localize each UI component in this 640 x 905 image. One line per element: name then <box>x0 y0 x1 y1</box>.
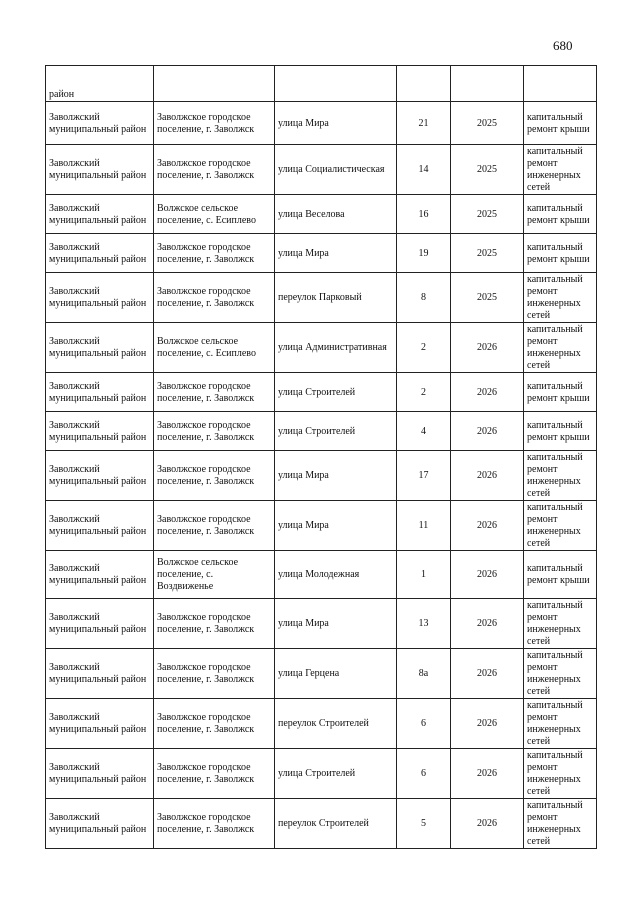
cell-house-number: 19 <box>397 234 451 273</box>
cell-house-number: 14 <box>397 145 451 195</box>
cell-street: улица Социалистическая <box>275 145 397 195</box>
cell-district: Заволжский муниципальный район <box>46 102 154 145</box>
cell-work-type: капитальный ремонт инженерных сетей <box>524 749 597 799</box>
cell-year <box>451 66 524 102</box>
cell-house-number: 6 <box>397 749 451 799</box>
table-row <box>46 649 597 699</box>
cell-district: Заволжский муниципальный район <box>46 699 154 749</box>
table-body <box>46 66 597 849</box>
cell-year: 2026 <box>451 373 524 412</box>
cell-work-type: капитальный ремонт крыши <box>524 373 597 412</box>
table-row <box>46 501 597 551</box>
cell-work-type: капитальный ремонт инженерных сетей <box>524 799 597 849</box>
cell-year: 2026 <box>451 599 524 649</box>
cell-house-number: 13 <box>397 599 451 649</box>
cell-settlement: Заволжское городское поселение, г. Заволжск <box>154 451 275 501</box>
cell-work-type: капитальный ремонт крыши <box>524 195 597 234</box>
table-row <box>46 551 597 599</box>
cell-district: Заволжский муниципальный район <box>46 273 154 323</box>
cell-year: 2025 <box>451 195 524 234</box>
cell-work-type: капитальный ремонт крыши <box>524 551 597 599</box>
cell-district: Заволжский муниципальный район <box>46 234 154 273</box>
cell-district: Заволжский муниципальный район <box>46 599 154 649</box>
cell-year: 2025 <box>451 273 524 323</box>
cell-settlement: Заволжское городское поселение, г. Заволжск <box>154 145 275 195</box>
table-row <box>46 749 597 799</box>
cell-district: Заволжский муниципальный район <box>46 145 154 195</box>
cell-house-number: 17 <box>397 451 451 501</box>
table-row-continued <box>46 66 597 102</box>
cell-settlement: Заволжское городское поселение, г. Заволжск <box>154 699 275 749</box>
cell-district: Заволжский муниципальный район <box>46 323 154 373</box>
cell-street: улица Строителей <box>275 412 397 451</box>
cell-street: улица Мира <box>275 451 397 501</box>
table-row <box>46 373 597 412</box>
table-row <box>46 451 597 501</box>
cell-house-number: 11 <box>397 501 451 551</box>
cell-settlement: Заволжское городское поселение, г. Заволжск <box>154 273 275 323</box>
table-row <box>46 799 597 849</box>
cell-district: Заволжский муниципальный район <box>46 195 154 234</box>
table-row <box>46 273 597 323</box>
cell-street: улица Мира <box>275 501 397 551</box>
cell-house-number: 16 <box>397 195 451 234</box>
cell-settlement: Заволжское городское поселение, г. Заволжск <box>154 501 275 551</box>
cell-settlement: Заволжское городское поселение, г. Заволжск <box>154 412 275 451</box>
cell-street: улица Веселова <box>275 195 397 234</box>
page-number: 680 <box>553 38 573 53</box>
cell-work-type: капитальный ремонт крыши <box>524 234 597 273</box>
cell-settlement: Волжское сельское поселение, с. Есиплево <box>154 195 275 234</box>
cell-street: улица Мира <box>275 102 397 145</box>
cell-settlement: Заволжское городское поселение, г. Заволжск <box>154 749 275 799</box>
cell-district: Заволжский муниципальный район <box>46 451 154 501</box>
cell-work-type: капитальный ремонт инженерных сетей <box>524 451 597 501</box>
cell-year: 2026 <box>451 799 524 849</box>
cell-year: 2026 <box>451 699 524 749</box>
cell-work-type: капитальный ремонт инженерных сетей <box>524 145 597 195</box>
cell-street <box>275 66 397 102</box>
table-row <box>46 234 597 273</box>
cell-street: улица Строителей <box>275 749 397 799</box>
cell-house-number: 6 <box>397 699 451 749</box>
cell-district: Заволжский муниципальный район <box>46 551 154 599</box>
cell-house-number: 8а <box>397 649 451 699</box>
repair-schedule-table <box>45 65 597 849</box>
cell-settlement: Заволжское городское поселение, г. Заволжск <box>154 102 275 145</box>
cell-settlement: Заволжское городское поселение, г. Заволжск <box>154 373 275 412</box>
cell-year: 2026 <box>451 649 524 699</box>
cell-year: 2025 <box>451 234 524 273</box>
cell-house-number: 5 <box>397 799 451 849</box>
cell-settlement <box>154 66 275 102</box>
cell-work-type: капитальный ремонт инженерных сетей <box>524 501 597 551</box>
cell-work-type: капитальный ремонт инженерных сетей <box>524 273 597 323</box>
table-row <box>46 699 597 749</box>
cell-work-type: капитальный ремонт крыши <box>524 412 597 451</box>
cell-district: Заволжский муниципальный район <box>46 649 154 699</box>
cell-work-type: капитальный ремонт крыши <box>524 102 597 145</box>
cell-street: улица Герцена <box>275 649 397 699</box>
cell-year: 2026 <box>451 501 524 551</box>
table-row <box>46 323 597 373</box>
cell-house-number: 2 <box>397 373 451 412</box>
cell-street: переулок Строителей <box>275 799 397 849</box>
cell-year: 2026 <box>451 749 524 799</box>
cell-settlement: Заволжское городское поселение, г. Заволжск <box>154 234 275 273</box>
cell-district: Заволжский муниципальный район <box>46 799 154 849</box>
cell-house-number: 8 <box>397 273 451 323</box>
cell-settlement: Заволжское городское поселение, г. Заволжск <box>154 649 275 699</box>
table-row <box>46 599 597 649</box>
cell-district: район <box>46 66 154 102</box>
cell-street: улица Мира <box>275 234 397 273</box>
cell-house-number: 2 <box>397 323 451 373</box>
cell-street: переулок Парковый <box>275 273 397 323</box>
cell-settlement: Волжское сельское поселение, с. Есиплево <box>154 323 275 373</box>
cell-work <box>524 66 597 102</box>
cell-settlement: Волжское сельское поселение, с. Воздвиженье <box>154 551 275 599</box>
cell-street: улица Мира <box>275 599 397 649</box>
cell-work-type: капитальный ремонт инженерных сетей <box>524 599 597 649</box>
cell-year: 2025 <box>451 145 524 195</box>
table-row <box>46 195 597 234</box>
cell-work-type: капитальный ремонт инженерных сетей <box>524 323 597 373</box>
cell-district: Заволжский муниципальный район <box>46 373 154 412</box>
cell-house-number: 21 <box>397 102 451 145</box>
cell-street: улица Молодежная <box>275 551 397 599</box>
cell-year: 2026 <box>451 551 524 599</box>
cell-settlement: Заволжское городское поселение, г. Заволжск <box>154 599 275 649</box>
cell-year: 2026 <box>451 451 524 501</box>
cell-street: улица Административная <box>275 323 397 373</box>
cell-house <box>397 66 451 102</box>
cell-settlement: Заволжское городское поселение, г. Заволжск <box>154 799 275 849</box>
cell-district: Заволжский муниципальный район <box>46 749 154 799</box>
cell-year: 2026 <box>451 323 524 373</box>
cell-year: 2026 <box>451 412 524 451</box>
cell-house-number: 1 <box>397 551 451 599</box>
table-row <box>46 412 597 451</box>
cell-district: Заволжский муниципальный район <box>46 412 154 451</box>
cell-district: Заволжский муниципальный район <box>46 501 154 551</box>
cell-work-type: капитальный ремонт инженерных сетей <box>524 699 597 749</box>
cell-street: переулок Строителей <box>275 699 397 749</box>
table-row <box>46 102 597 145</box>
cell-house-number: 4 <box>397 412 451 451</box>
cell-street: улица Строителей <box>275 373 397 412</box>
cell-work-type: капитальный ремонт инженерных сетей <box>524 649 597 699</box>
cell-year: 2025 <box>451 102 524 145</box>
table-row <box>46 145 597 195</box>
